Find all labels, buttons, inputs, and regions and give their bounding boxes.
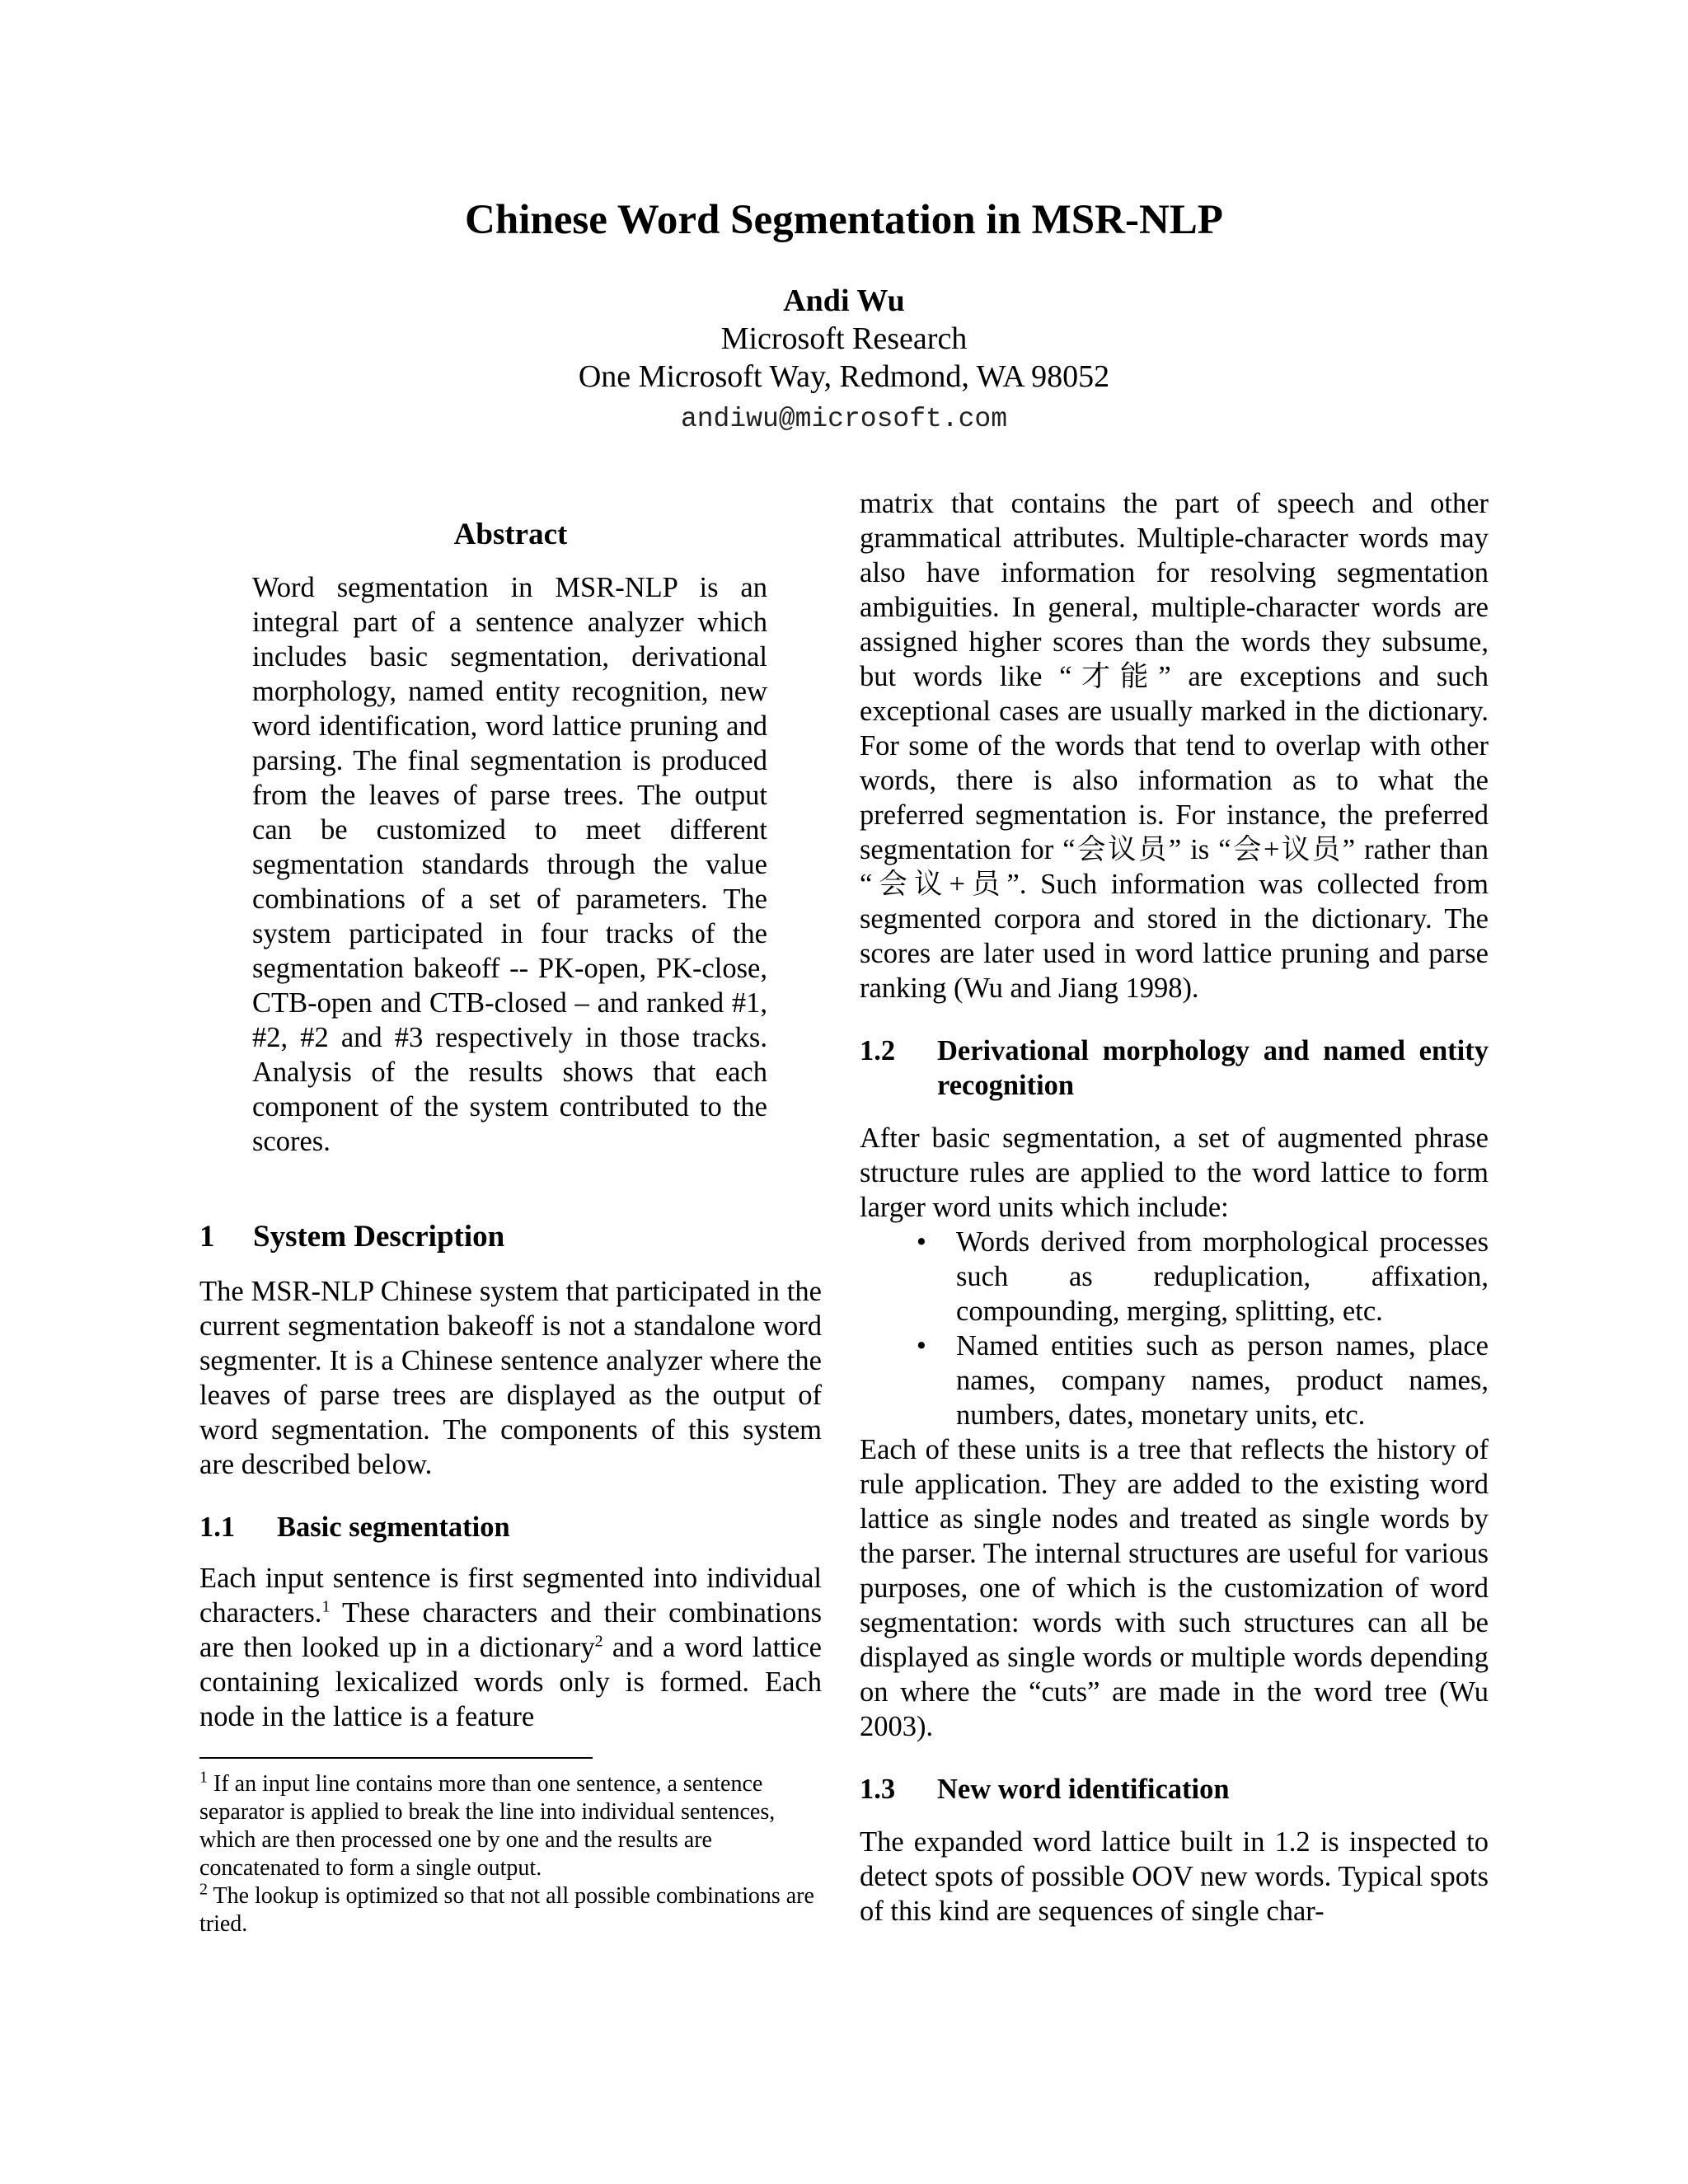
text-fragment: These characters and their combinations are then looked up in a dictionary [199,1597,822,1663]
subsection-number: 1.2 [860,1035,896,1066]
section-number: 1 [199,1220,215,1254]
footnote-2 [199,1882,822,1938]
right-column [860,486,1489,1929]
footnote-mark: 1 [199,1768,208,1787]
bullet-icon: • [916,1330,926,1361]
section-1-1-text-continued: matrix that contains the part of speech and other grammatical attributes. Multiple-character words may also have information for resolving segmentation ambiguities. In general, multiple-character words are assigned higher scores than the words they subsume, but words like “才能” are exceptions and such exceptional cases are usually marked in the dictionary. For some of the words that tend to overlap with other words, there is also information as to what the preferred segmentation is. For instance, the preferred segmentation for “会议员” is “会+议员” rather than “会议+员”. Such information was collected from segmented corpora and stored in the dictionary. The scores are later used in word lattice pruning and parse ranking (Wu and Jiang 1998). [860,488,1489,1004]
subsection-number: 1.1 [199,1511,236,1543]
subsection-title: New word identification [937,1774,1230,1805]
bullet-text: Words derived from morphological processes such as reduplication, affixation, compounding, merging, splitting, etc. [956,1226,1489,1327]
subsection-number: 1.3 [860,1774,896,1805]
author-address: One Microsoft Way, Redmond, WA 98052 [578,359,1110,394]
bullet-list [860,1225,1489,1432]
section-title: System Description [253,1220,505,1254]
bullet-text: Named entities such as person names, place names, company names, product names, numbers, dates, monetary units, etc. [956,1330,1489,1431]
section-1-2-text: Each of these units is a tree that reflects the history of rule application. They are added to the existing word lattice as single nodes and treated as single words by the parser. The internal structures are useful for various purposes, one of which is the customization of word segmentation: words with such structures can all be displayed as single words or multiple words depending on where the “cuts” are made in the word tree (Wu 2003). [860,1434,1489,1742]
footnote-text: The lookup is optimized so that not all possible combinations are tried. [199,1883,814,1937]
section-1-3-text: The expanded word lattice built in 1.2 is inspected to detect spots of possible OOV new words. Typical spots of this kind are sequences of single char- [860,1826,1489,1927]
section-1-heading [199,1220,822,1254]
section-1-2-heading [860,1033,1489,1103]
subsection-title: Basic segmentation [277,1511,510,1543]
text-fragment: and a word lattice containing lexicalized words only is formed. Each node in the lattice is a feature [199,1632,822,1732]
footnote-ref-1[interactable]: 1 [321,1597,331,1616]
list-item [860,1225,1489,1329]
paper-title: Chinese Word Segmentation in MSR-NLP [465,197,1223,243]
footnote-divider [199,1757,593,1759]
section-1-3-heading [860,1772,1489,1807]
section-1-1-heading [199,1510,822,1544]
bullet-icon: • [916,1226,926,1258]
footnote-1 [199,1770,822,1882]
abstract-text: Word segmentation in MSR-NLP is an integral part of a sentence analyzer which includes basic segmentation, derivational morphology, named entity recognition, new word identification, word lattice pruning and parsing. The final segmentation is produced from the leaves of parse trees. The output can be customized to meet different segmentation standards through the value combinations of a set of parameters. The system participated in four tracks of the segmentation bakeoff -- PK-open, PK-close, CTB-open and CTB-closed – and ranked #1, #2, #2 and #3 respectively in those tracks. Analysis of the results shows that each component of the system contributed to the scores. [252,572,767,1157]
section-1-1-text-start [199,1561,822,1734]
footnotes [199,1770,822,1938]
abstract-heading: Abstract [453,518,568,551]
list-item [860,1329,1489,1432]
subsection-title: Derivational morphology and named entity recognition [937,1035,1489,1101]
author-email[interactable]: andiwu@microsoft.com [680,404,1008,434]
author-affiliation: Microsoft Research [720,321,968,356]
footnote-ref-2[interactable]: 2 [594,1632,603,1651]
section-1-text: The MSR-NLP Chinese system that participated in the current segmentation bakeoff is not a standalone word segmenter. It is a Chinese sentence analyzer where the leaves of parse trees are displayed as the output of word segmentation. The components of this system are described below. [199,1276,822,1480]
section-1-2-intro: After basic segmentation, a set of augmented phrase structure rules are applied to the word lattice to form larger word units which include: [860,1122,1489,1223]
footnote-mark: 2 [199,1880,208,1899]
footnote-text: If an input line contains more than one sentence, a sentence separator is applied to break the line into individual sentences, which are then processed one by one and the results are concatenated to form a single output. [199,1771,776,1881]
left-column [199,486,822,1938]
text-fragment: Each input sentence is first segmented into individual characters. [199,1563,822,1629]
author-name: Andi Wu [783,284,905,318]
author-block [0,282,1688,438]
